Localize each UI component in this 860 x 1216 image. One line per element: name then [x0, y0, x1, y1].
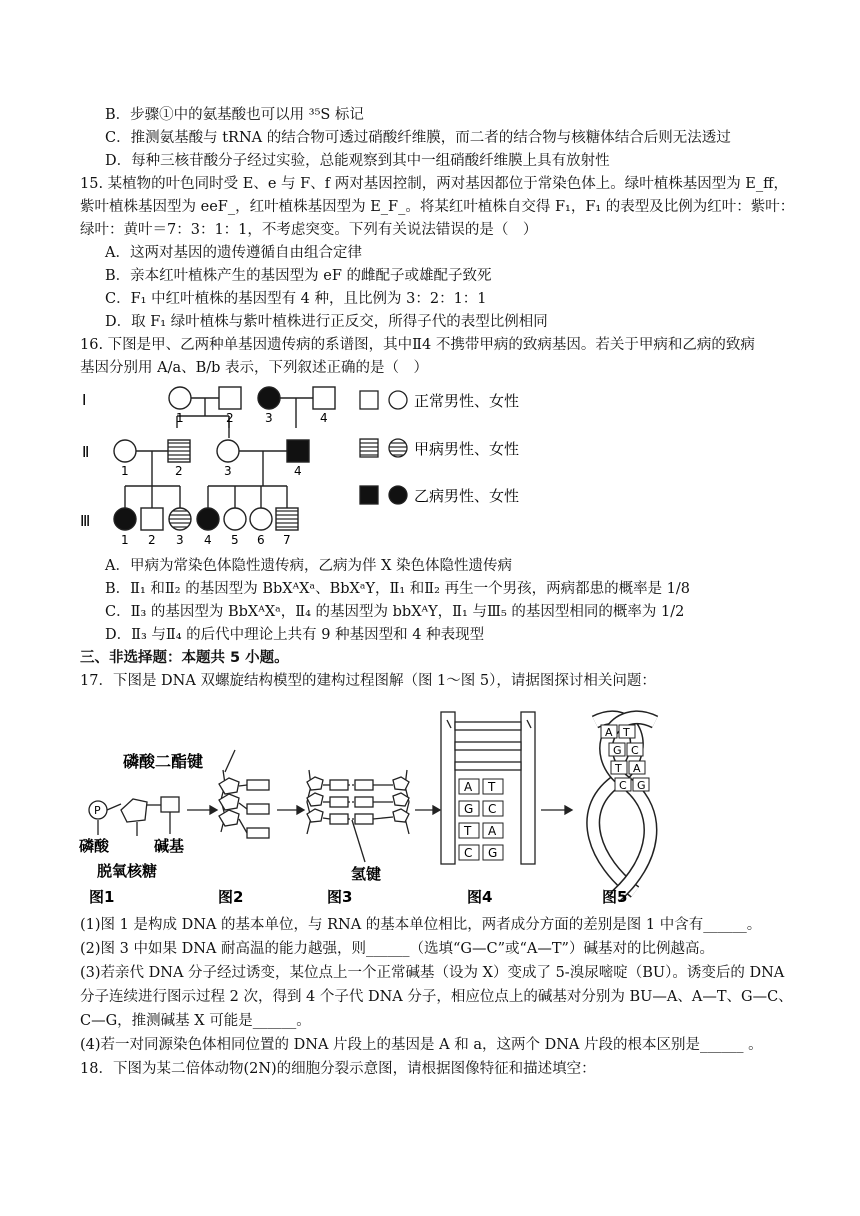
q16-option-d: D．Ⅱ₃ 与Ⅱ₄ 的后代中理论上共有 9 种基因型和 4 种表现型: [105, 627, 485, 643]
q14-option-b: B．步骤①中的氨基酸也可以用 ³⁵S 标记: [105, 107, 364, 123]
pedigree-num: 2: [226, 411, 234, 425]
legend-yi-female-symbol: [389, 486, 407, 504]
pedigree-II1-normal-female: [114, 440, 136, 462]
pedigree-III5-normal-female: [224, 508, 246, 530]
pedigree-num: 6: [257, 533, 265, 547]
fig5-base: A: [605, 726, 613, 739]
q16-option-b: B．Ⅱ₁ 和Ⅱ₂ 的基因型为 BbXᴬXᵃ、BbXᵃY，Ⅱ₁ 和Ⅱ₂ 再生一个男孩，两病都患的概率是 1/8: [105, 581, 691, 597]
pedigree-I1-normal-female: [169, 387, 191, 409]
gen-label-III: Ⅲ: [80, 512, 91, 530]
q17-part3-line2: 分子连续进行图示过程 2 次，得到 4 个子代 DNA 分子，相应位点上的碱基对分别为 BU—A、A—T、G—C、: [80, 989, 793, 1005]
pedigree-num: 4: [320, 411, 328, 425]
fig-label-4: 图4: [467, 888, 493, 906]
dna-model-figure: [75, 692, 675, 912]
q16-option-c: C．Ⅱ₃ 的基因型为 BbXᴬXᵃ，Ⅱ₄ 的基因型为 bbXᴬY，Ⅱ₁ 与Ⅲ₅ 的基因型相同的概率为 1/2: [105, 604, 685, 620]
legend-jia-female-symbol: [389, 439, 407, 457]
fig4-base-pairs: [459, 779, 503, 860]
legend-yi-label: 乙病男性、女性: [414, 487, 520, 505]
q17-part2: (2)图 3 中如果 DNA 耐高温的能力越强，则______（选填“G—C”或“A—T”）碱基对的比例越高。: [80, 941, 714, 957]
pedigree-I3-yi-female: [258, 387, 280, 409]
pedigree-num: 7: [283, 533, 291, 547]
q14-option-d: D．每种三核苷酸分子经过实验，总能观察到其中一组硝酸纤维膜上具有放射性: [105, 153, 610, 169]
fig4-base: A: [488, 824, 497, 838]
q15-stem-line1: 15. 某植物的叶色同时受 E、e 与 F、f 两对基因控制，两对基因都位于常染色体上。绿叶植株基因型为 E_ff，: [80, 176, 788, 192]
fig-label-3: 图3: [327, 888, 353, 906]
pedigree-figure: [70, 378, 540, 550]
fig5-base: G: [613, 744, 622, 757]
fig-label-1: 图1: [89, 888, 115, 906]
fig5-base: T: [623, 726, 630, 739]
pedigree-I2-normal-male: [219, 387, 241, 409]
pedigree-III3-jia-female: [169, 508, 191, 530]
pedigree-num: 1: [121, 533, 129, 547]
pedigree-num: 5: [231, 533, 239, 547]
gen-label-II: Ⅱ: [82, 443, 90, 461]
pedigree-III4-yi-female: [197, 508, 219, 530]
q17-part3-line3: C—G，推测碱基 X 可能是______。: [80, 1013, 311, 1029]
pedigree-num: 4: [204, 533, 212, 547]
fig5-base: C: [619, 779, 627, 792]
pedigree-num: 1: [176, 411, 184, 425]
q17-part1: (1)图 1 是构成 DNA 的基本单位，与 RNA 的基本单位相比，两者成分方面的差别是图 1 中含有______。: [80, 917, 762, 933]
fig5-base: A: [633, 762, 641, 775]
q15-stem-line2: 紫叶植株基因型为 eeF_，红叶植株基因型为 E_F_。将某红叶植株自交得 F₁，F₁ 的表型及比例为红叶：紫叶：: [80, 199, 795, 215]
section-heading: 三、非选择题：本题共 5 小题。: [80, 650, 289, 666]
pedigree-num: 1: [121, 464, 129, 478]
pedigree-num: 3: [265, 411, 273, 425]
q15-stem-line3: 绿叶：黄叶＝7：3：1：1，不考虑突变。下列有关说法错误的是（ ）: [80, 222, 538, 238]
pedigree-num: 2: [175, 464, 183, 478]
pedigree-num: 3: [176, 533, 184, 547]
q17-stem: 17．下图是 DNA 双螺旋结构模型的建构过程图解（图 1～图 5），请据图探讨相关问题：: [80, 673, 656, 689]
q16-stem-line1: 16. 下图是甲、乙两种单基因遗传病的系谱图，其中Ⅱ4 不携带甲病的致病基因。若关于甲病和乙病的致病: [80, 337, 755, 353]
pedigree-III1-yi-female: [114, 508, 136, 530]
q18-stem: 18．下图为某二倍体动物(2N)的细胞分裂示意图，请根据图像特征和描述填空：: [80, 1061, 596, 1077]
fig4-base: G: [488, 846, 498, 860]
q16-stem-line2: 基因分别用 A/a、B/b 表示，下列叙述正确的是（ ）: [80, 360, 429, 376]
hydrogen-bond-label: 氢键: [351, 865, 382, 883]
fig4-base: C: [488, 802, 497, 816]
fig5-base: G: [637, 779, 646, 792]
base-rect: [161, 797, 179, 812]
legend-normal-female-symbol: [389, 391, 407, 409]
q14-option-c: C．推测氨基酸与 tRNA 的结合物可透过硝酸纤维膜，而二者的结合物与核糖体结合后则无法透过: [105, 130, 731, 146]
q15-option-c: C．F₁ 中红叶植株的基因型有 4 种，且比例为 3：2：1：1: [105, 291, 487, 307]
deoxyribose-label: 脱氧核糖: [97, 862, 158, 880]
fig5-base: T: [615, 762, 622, 775]
pedigree-num: 3: [224, 464, 232, 478]
legend-normal-male-symbol: [360, 391, 378, 409]
pedigree-II4-yi-male: [287, 440, 309, 462]
q15-option-d: D．取 F₁ 绿叶植株与紫叶植株进行正反交，所得子代的表型比例相同: [105, 314, 548, 330]
q16-option-a: A．甲病为常染色体隐性遗传病，乙病为伴 X 染色体隐性遗传病: [105, 558, 513, 574]
pedigree-I4-normal-male: [313, 387, 335, 409]
legend-normal-label: 正常男性、女性: [414, 392, 520, 410]
gen-label-I: Ⅰ: [82, 391, 87, 409]
pedigree-num: 4: [294, 464, 302, 478]
fig4-base: A: [464, 780, 473, 794]
phosphate-label: 磷酸: [79, 837, 110, 855]
q17-part4: (4)若一对同源染色体相同位置的 DNA 片段上的基因是 A 和 a，这两个 DNA 片段的根本区别是______ 。: [80, 1037, 763, 1053]
fig4-base: T: [464, 824, 472, 838]
phosphate-P-label: P: [94, 804, 101, 817]
pedigree-III6-normal-female: [250, 508, 272, 530]
fig4-base: T: [488, 780, 496, 794]
q17-part3-line1: (3)若亲代 DNA 分子经过诱变，某位点上一个正常碱基（设为 X）变成了 5-溴尿嘧啶（BU）。诱变后的 DNA: [80, 965, 785, 981]
fig-label-2: 图2: [218, 888, 244, 906]
phosphodiester-label: 磷酸二酯键: [123, 752, 204, 771]
q15-option-a: A．这两对基因的遗传遵循自由组合定律: [105, 245, 362, 261]
pedigree-II2-jia-male: [168, 440, 190, 462]
legend-jia-male-symbol: [360, 439, 378, 457]
fig5-base: C: [631, 744, 639, 757]
legend-yi-male-symbol: [360, 486, 378, 504]
pedigree-num: 2: [148, 533, 156, 547]
legend-jia-label: 甲病男性、女性: [414, 440, 520, 458]
pedigree-III7-jia-male: [276, 508, 298, 530]
fig4-base: G: [464, 802, 474, 816]
pedigree-III2-normal-male: [141, 508, 163, 530]
q15-option-b: B．亲本红叶植株产生的基因型为 eF 的雌配子或雄配子致死: [105, 268, 492, 284]
base-label: 碱基: [154, 837, 185, 855]
fig-label-5: 图5: [602, 888, 628, 906]
pedigree-II3-normal-female: [217, 440, 239, 462]
fig4-base: C: [464, 846, 473, 860]
deoxyribose-pentagon: [121, 799, 147, 822]
